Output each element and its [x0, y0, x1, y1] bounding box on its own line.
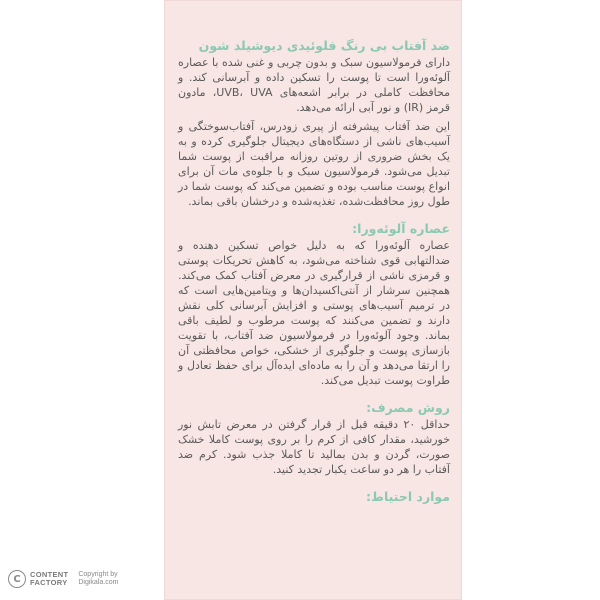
- section-title: عصاره آلوئه‌ورا:: [352, 221, 450, 236]
- section-paragraph: حداقل ۲۰ دقیقه قبل از قرار گرفتن در معرض تابش نور خورشید، مقدار کافی از کرم را بر روی پوست کاملا خشک صورت، گردن و بدن بمالید تا کاملا جذب شود. کرم ضد آفتاب را هر دو ساعت یکبار تجدید کنید.: [178, 418, 451, 476]
- logo-line-1: CONTENT: [30, 570, 69, 579]
- section-paragraph: عصاره آلوئه‌ورا که به دلیل خواص تسکین دهنده و ضدالتهابی قوی شناخته می‌شود، به کاهش تحریکات پوستی و قرمزی ناشی از قرارگیری در معرض آفتاب کمک می‌کند. همچنین سرشار از آنتی‌اکسیدان‌ها و ویتامین‌هایی است که در ترمیم آسیب‌های پوستی و افزایش آبرسانی کلی نقش دارند و تضمین می‌کنند که پوست مرطوب و لطیف باقی بماند. وجود آلوئه‌ورا در فرمولاسیون ضد آفتاب، با تقویت بازسازی پوست و جلوگیری از خشکی، خواص محافظتی آن را ارتقا می‌دهد و آن را به ماده‌ای ایده‌آل برای حفظ تعادل و طراوت پوست تبدیل می‌کند.: [178, 239, 450, 387]
- section-paragraph: دارای فرمولاسیون سبک و بدون چربی و غنی شده با عصاره آلوئه‌ورا است تا پوست را تسکین داده و آبرسانی کند. و محافظت کاملی در برابر اشعه‌های UVB، UVA، مادون قرمز (IR) و نور آبی ارائه می‌دهد.: [178, 56, 450, 114]
- copyright-line-2: Digikala.com: [78, 579, 119, 586]
- section-cautions: [178, 489, 450, 505]
- logo-line-2: FACTORY: [30, 578, 68, 587]
- section-aloe-vera: [178, 221, 450, 388]
- section-title: موارد احتیاط:: [366, 489, 450, 504]
- content-factory-logo: [8, 570, 68, 588]
- footer-watermark: [8, 570, 118, 588]
- copyright-line-1: Copyright by: [78, 570, 118, 578]
- section-title: ضد آفتاب بی رنگ فلوئیدی دیوشیلد شون: [198, 38, 450, 53]
- description-content: [178, 38, 450, 517]
- section-title: روش مصرف:: [366, 400, 450, 415]
- section-product-intro: [178, 38, 450, 209]
- copyright-text: [78, 571, 118, 588]
- content-factory-icon: C: [8, 570, 26, 588]
- section-paragraph: این ضد آفتاب پیشرفته از پیری زودرس، آفتاب‌سوختگی و آسیب‌های ناشی از دستگاه‌های دیجیتال جلوگیری کرده و به یک بخش ضروری از روتین روزانه مراقبت از پوست شما تبدیل می‌شود. فرمولاسیون سبک و با جلوه‌ی مات آن برای انواع پوست مناسب بوده و تضمین می‌کند که پوست شما در طول روز محافظت‌شده، تغذیه‌شده و درخشان باقی بماند.: [178, 120, 450, 208]
- section-usage: [178, 400, 450, 477]
- product-description-panel: [164, 0, 462, 600]
